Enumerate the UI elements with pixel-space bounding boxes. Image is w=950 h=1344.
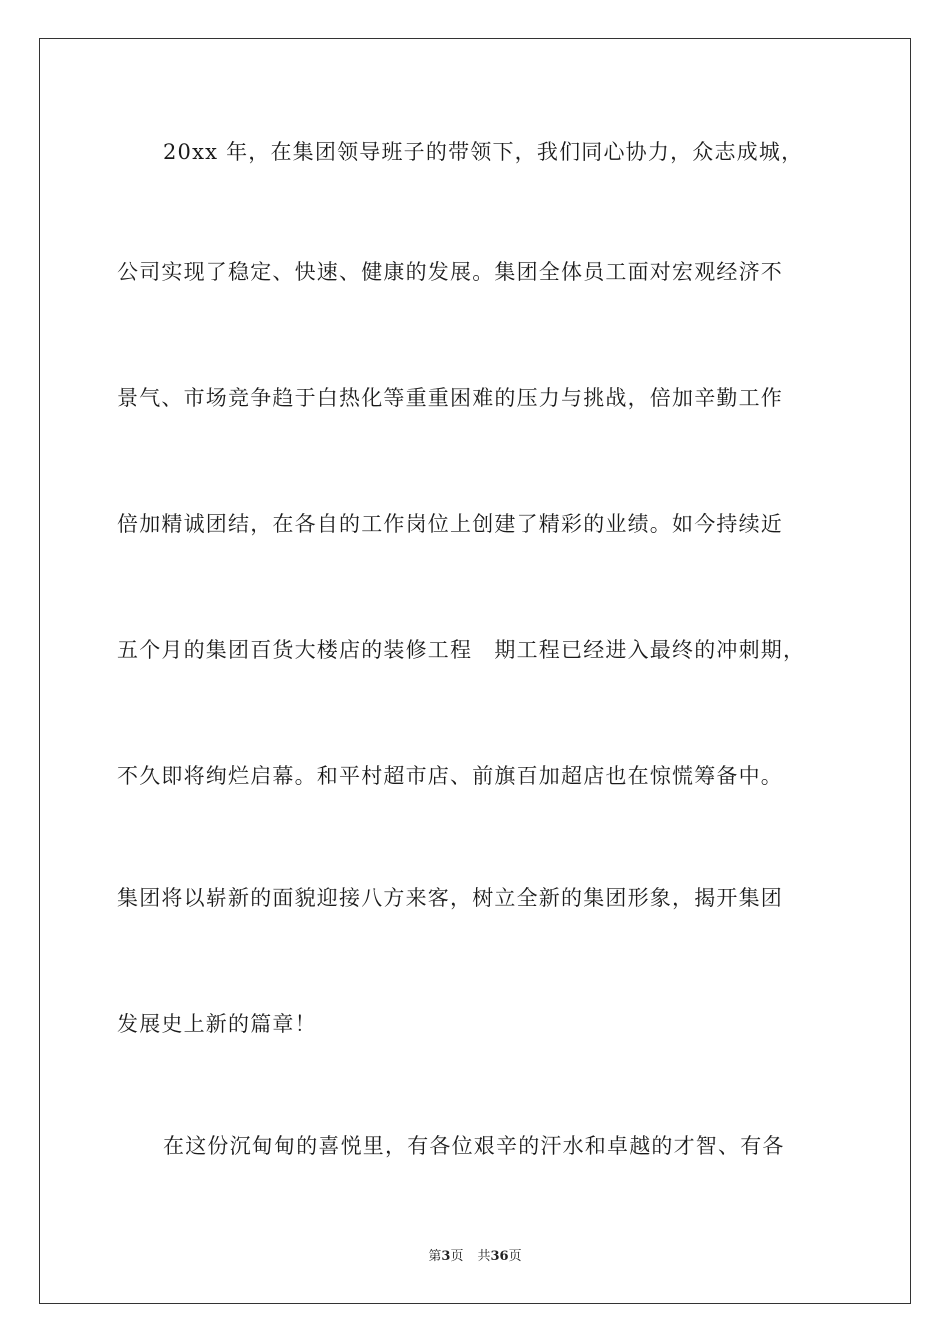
page-current: 3 <box>441 1249 451 1264</box>
paragraph-1-line-5: 五个月的集团百货大楼店的装修工程 期工程已经进入最终的冲刺期， <box>117 638 806 662</box>
page-border <box>39 38 911 1304</box>
page-footer <box>0 1248 950 1266</box>
total-suffix: 页 <box>508 1249 522 1264</box>
paragraph-1-line-7: 集团将以崭新的面貌迎接八方来客，树立全新的集团形象，揭开集团 <box>117 886 783 910</box>
paragraph-1-line-1: 20xx 年，在集团领导班子的带领下，我们同心协力，众志成城， <box>163 140 804 164</box>
page-prefix: 第 <box>428 1249 442 1264</box>
paragraph-1-line-2: 公司实现了稳定、快速、健康的发展。集团全体员工面对宏观经济不 <box>117 260 783 284</box>
paragraph-2-line-1: 在这份沉甸甸的喜悦里，有各位艰辛的汗水和卓越的才智、有各 <box>163 1134 785 1158</box>
total-prefix: 共 <box>477 1249 491 1264</box>
page-total: 36 <box>490 1249 509 1264</box>
page-suffix: 页 <box>450 1249 464 1264</box>
paragraph-1-line-4: 倍加精诚团结，在各自的工作岗位上创建了精彩的业绩。如今持续近 <box>117 512 783 536</box>
paragraph-1-line-6: 不久即将绚烂启幕。和平村超市店、前旗百加超店也在惊慌筹备中。 <box>117 764 783 788</box>
paragraph-1-line-8: 发展史上新的篇章！ <box>117 1012 317 1036</box>
paragraph-1-line-3: 景气、市场竞争趋于白热化等重重困难的压力与挑战，倍加辛勤工作 <box>117 386 783 410</box>
